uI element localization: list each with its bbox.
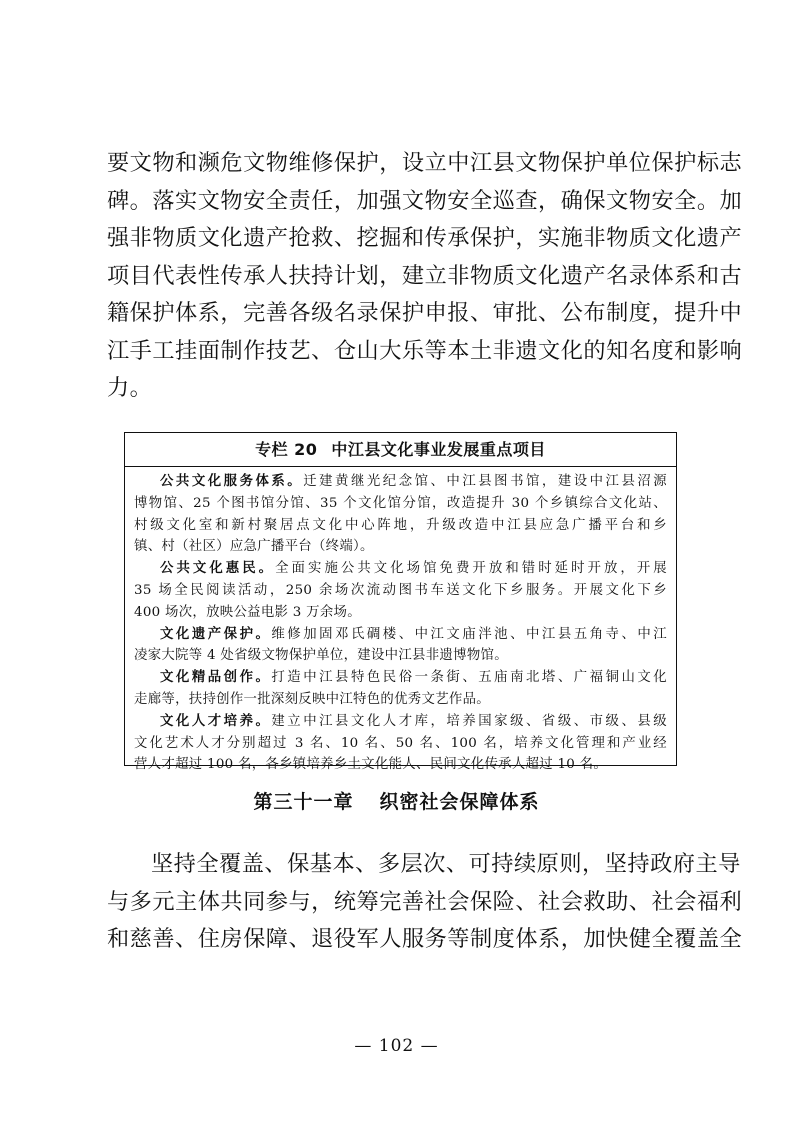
paragraph-line: 要文物和濒危文物维修保护，设立中江县文物保护单位保护标志 <box>107 150 743 176</box>
box-line: 400 场次，放映公益电影 3 万余场。 <box>134 604 361 620</box>
box-line: 博物馆、25 个图书馆分馆、35 个文化馆分馆，改造提升 30 个乡镇综合文化站、 <box>134 495 667 511</box>
item-text: 全面实施公共文化场馆免费开放和错时延时开放，开展 <box>275 561 667 577</box>
box-line <box>134 558 667 580</box>
paragraph-line: 碑。落实文物安全责任，加强文物安全巡查，确保文物安全。加 <box>107 187 743 214</box>
box-line: 凌家大院等 4 处省级文物保护单位，建设中江县非遗博物馆。 <box>134 648 508 664</box>
paragraph-line: 和慈善、住房保障、退役军人服务等制度体系，加快健全覆盖全 <box>107 926 743 952</box>
box-line: 营人才超过 100 名，各乡镇培养乡土文化能人、民间文化传承人超过 10 名。 <box>134 757 608 773</box>
box-line <box>134 667 667 689</box>
paragraph-line: 项目代表性传承人扶持计划，建立非物质文化遗产名录体系和古 <box>107 262 743 289</box>
paragraph-line: 与多元主体共同参与，统筹完善社会保险、社会救助、社会福利 <box>107 888 743 915</box>
body-paragraph-bottom <box>107 846 743 959</box>
column-box-heading: 中江县文化事业发展重点项目 <box>331 440 546 459</box>
chapter-title: 织密社会保障体系 <box>379 791 540 813</box>
paragraph-line: 籍保护体系，完善各级名录保护申报、审批、公布制度，提升中 <box>107 300 743 326</box>
chapter-heading <box>0 787 793 817</box>
box-line: 村级文化室和新村聚居点文化中心阵地，升级改造中江县应急广播平台和乡 <box>134 517 667 533</box>
column-box <box>124 432 677 773</box>
item-heading: 公共文化服务体系。 <box>160 474 304 489</box>
box-line <box>134 711 667 733</box>
item-heading: 文化遗产保护。 <box>160 626 272 642</box>
column-box-body <box>125 467 676 776</box>
chapter-number: 第三十一章 <box>253 791 354 813</box>
box-line <box>134 624 667 646</box>
box-line: 镇、村（社区）应急广播平台（终端）。 <box>134 539 374 555</box>
column-box-title <box>125 433 676 467</box>
paragraph-line: 江手工挂面制作技艺、仓山大乐等本土非遗文化的知名度和影响 <box>107 337 743 364</box>
item-heading: 文化精品创作。 <box>160 670 272 686</box>
item-text: 建立中江县文化人才库，培养国家级、省级、市级、县级 <box>271 713 667 729</box>
box-line: 35 场全民阅读活动，250 余场次流动图书车送文化下乡服务。开展文化下乡 <box>134 582 667 598</box>
box-line: 走廊等，扶持创作一批深刻反映中江特色的优秀文艺作品。 <box>134 691 490 707</box>
column-box-label: 专栏 20 <box>255 440 318 459</box>
item-text: 维修加固邓氏碉楼、中江文庙泮池、中江县五角寺、中江 <box>271 626 667 642</box>
box-line: 文化艺术人才分别超过 3 名、10 名、50 名、100 名，培养文化管理和产业经 <box>134 735 667 751</box>
item-heading: 公共文化惠民。 <box>160 561 276 577</box>
body-paragraph-top <box>107 145 743 408</box>
page-number: — 102 — <box>354 1036 439 1056</box>
item-heading: 文化人才培养。 <box>160 713 272 729</box>
item-text: 迁建黄继光纪念馆、中江县图书馆，建设中江县沼源 <box>303 474 667 489</box>
paragraph-line: 力。 <box>107 375 153 401</box>
box-line <box>134 471 667 493</box>
paragraph-line: 坚持全覆盖、保基本、多层次、可持续原则，坚持政府主导 <box>151 851 741 877</box>
paragraph-line: 强非物质文化遗产抢救、挖掘和传承保护，实施非物质文化遗产 <box>107 225 743 251</box>
item-text: 打造中江县特色民俗一条街、五庙南北塔、广福铜山文化 <box>271 670 667 686</box>
